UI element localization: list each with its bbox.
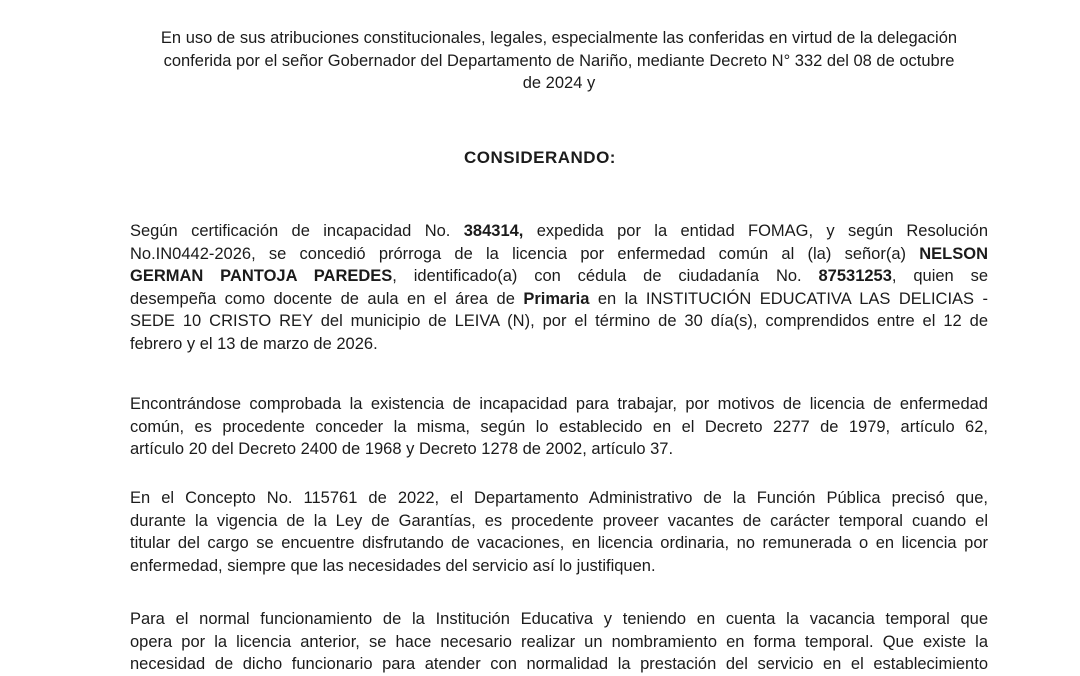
paragraph-line: opera por la licencia anterior, se hace necesario realizar un nombramiento en forma temporal. Que existe la bbox=[130, 632, 988, 651]
cedula-number: 87531253 bbox=[818, 267, 892, 285]
paragraph-line: SEDE 10 CRISTO REY del municipio de LEIVA (N), por el término de 30 día(s), comprendidos entre el 12 de bbox=[130, 312, 988, 330]
paragraph-incapacidad bbox=[130, 393, 988, 461]
paragraph-concepto bbox=[130, 487, 988, 577]
section-heading: CONSIDERANDO: bbox=[464, 148, 616, 167]
paragraph-line: común, es procedente conceder la misma, según lo establecido en el Decreto 2277 de 1979, artículo 62, bbox=[130, 417, 988, 436]
text-run: , quien se bbox=[891, 267, 988, 285]
person-name: NELSON bbox=[919, 244, 988, 263]
intro-line: conferida por el señor Gobernador del Departamento de Nariño, mediante Decreto N° 332 del 08 de octubre bbox=[163, 51, 955, 70]
paragraph-line: Encontrándose comprobada la existencia de incapacidad para trabajar, por motivos de licencia de enfermedad bbox=[130, 395, 988, 413]
intro-line: En uso de sus atribuciones constitucionales, legales, especialmente las conferidas en virtud de la delegación bbox=[160, 29, 958, 47]
paragraph-line: Para el normal funcionamiento de la Institución Educativa y teniendo en cuenta la vacancia temporal que bbox=[130, 610, 988, 628]
text-run: en la INSTITUCIÓN EDUCATIVA LAS DELICIAS - bbox=[589, 289, 988, 308]
paragraph-funcionamiento bbox=[130, 608, 988, 676]
paragraph-line: durante la vigencia de la Ley de Garantías, es procedente proveer vacantes de carácter temporal cuando el bbox=[130, 511, 988, 530]
paragraph-line bbox=[130, 243, 988, 266]
paragraph-line: En el Concepto No. 115761 de 2022, el Departamento Administrativo de la Función Pública precisó que, bbox=[130, 489, 988, 507]
paragraph-line: febrero y el 13 de marzo de 2026. bbox=[130, 334, 378, 353]
paragraph-line bbox=[130, 220, 988, 243]
text-run: Según certificación de incapacidad No. bbox=[130, 222, 464, 240]
paragraph-line: necesidad de dicho funcionario para atender con normalidad la prestación del servicio en el establecimiento bbox=[130, 655, 988, 673]
text-run: expedida por la entidad FOMAG, y según Resolución bbox=[523, 222, 988, 240]
paragraph-certificacion bbox=[130, 220, 988, 355]
paragraph-line: artículo 20 del Decreto 2400 de 1968 y Decreto 1278 de 2002, artículo 37. bbox=[130, 440, 674, 458]
certificate-number: 384314, bbox=[463, 222, 524, 240]
area-name: Primaria bbox=[523, 289, 590, 308]
paragraph-line: titular del cargo se encuentre disfrutando de vacaciones, en licencia ordinaria, no remunerada o en licencia por bbox=[130, 534, 988, 552]
intro-paragraph bbox=[130, 27, 988, 95]
text-run: No.IN0442-2026, se concedió prórroga de la licencia por enfermedad común al (la) señor(a) bbox=[130, 244, 920, 263]
paragraph-line: enfermedad, siempre que las necesidades del servicio así lo justifiquen. bbox=[130, 556, 656, 575]
text-run: desempeña como docente de aula en el área de bbox=[130, 289, 524, 308]
person-name: GERMAN PANTOJA PAREDES bbox=[130, 267, 393, 285]
paragraph-line bbox=[130, 265, 988, 288]
text-run: , identificado(a) con cédula de ciudadanía No. bbox=[392, 267, 819, 285]
intro-line: de 2024 y bbox=[522, 74, 596, 92]
paragraph-line bbox=[130, 288, 988, 311]
